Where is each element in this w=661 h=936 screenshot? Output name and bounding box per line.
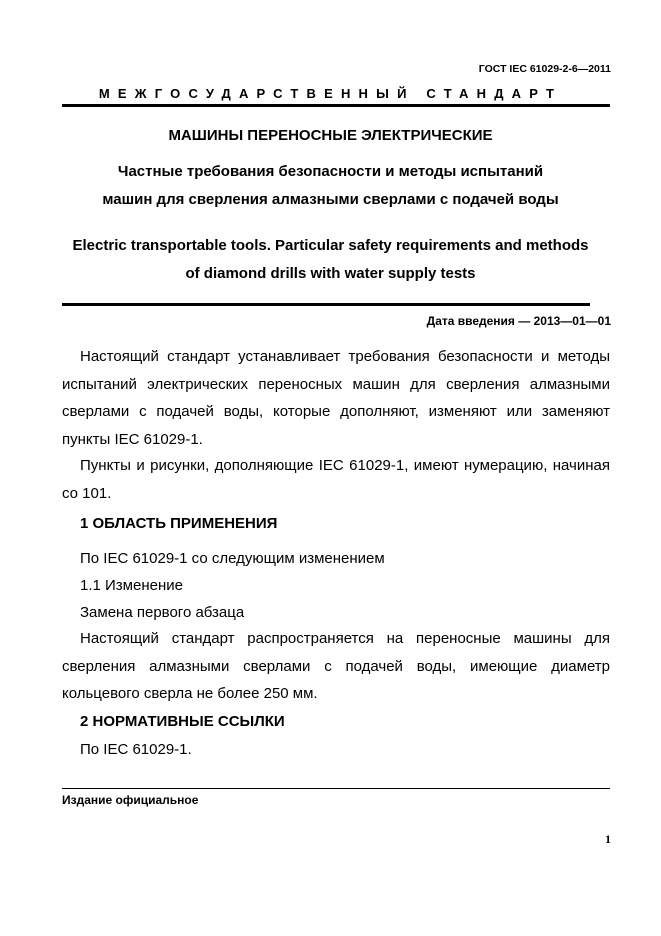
header-rule	[62, 104, 610, 107]
standard-code: ГОСТ IEC 61029-2-6—2011	[478, 63, 611, 75]
section-1-line-1: По IEC 61029-1 со следующим изменением	[80, 550, 385, 567]
section-1-heading: 1 ОБЛАСТЬ ПРИМЕНЕНИЯ	[80, 515, 278, 532]
section-1-line-3: Замена первого абзаца	[80, 604, 245, 621]
edition-label: Издание официальное	[62, 793, 199, 807]
section-2-heading: 2 НОРМАТИВНЫЕ ССЫЛКИ	[80, 713, 285, 730]
introduction-date: Дата введения — 2013—01—01	[426, 314, 611, 328]
document-title: МАШИНЫ ПЕРЕНОСНЫЕ ЭЛЕКТРИЧЕСКИЕ	[168, 127, 493, 144]
intro-paragraph-1: Настоящий стандарт устанавливает требования безопасности и методы испытаний электрических переносных машин для сверления алмазными сверлами с подачей воды, которые дополняют, изменяют или заменяют пункты IEC 61029-1.	[62, 348, 610, 448]
section-1-paragraph: Настоящий стандарт распространяется на переносные машины для сверления алмазными сверлами с подачей воды, имеющие диаметр кольцевого сверла не более 250 мм.	[62, 630, 610, 702]
footer-rule	[62, 788, 610, 789]
subtitle-line-1: Частные требования безопасности и методы испытаний	[117, 163, 544, 180]
subtitle-line-2: машин для сверления алмазными сверлами с подачей воды	[102, 191, 559, 208]
english-title-line-1: Electric transportable tools. Particular safety requirements and methods	[72, 237, 589, 254]
english-title-line-2: of diamond drills with water supply tests	[185, 265, 476, 282]
section-1-line-2: 1.1 Изменение	[80, 577, 183, 594]
section-2-line-1: По IEC 61029-1.	[80, 741, 192, 758]
intro-paragraph-2: Пункты и рисунки, дополняющие IEC 61029-1, имеют нумерацию, начиная со 101.	[62, 457, 610, 502]
page-number: 1	[605, 832, 611, 846]
standard-type: МЕЖГОСУДАРСТВЕННЫЙ СТАНДАРТ	[98, 86, 563, 101]
title-rule	[62, 303, 590, 306]
